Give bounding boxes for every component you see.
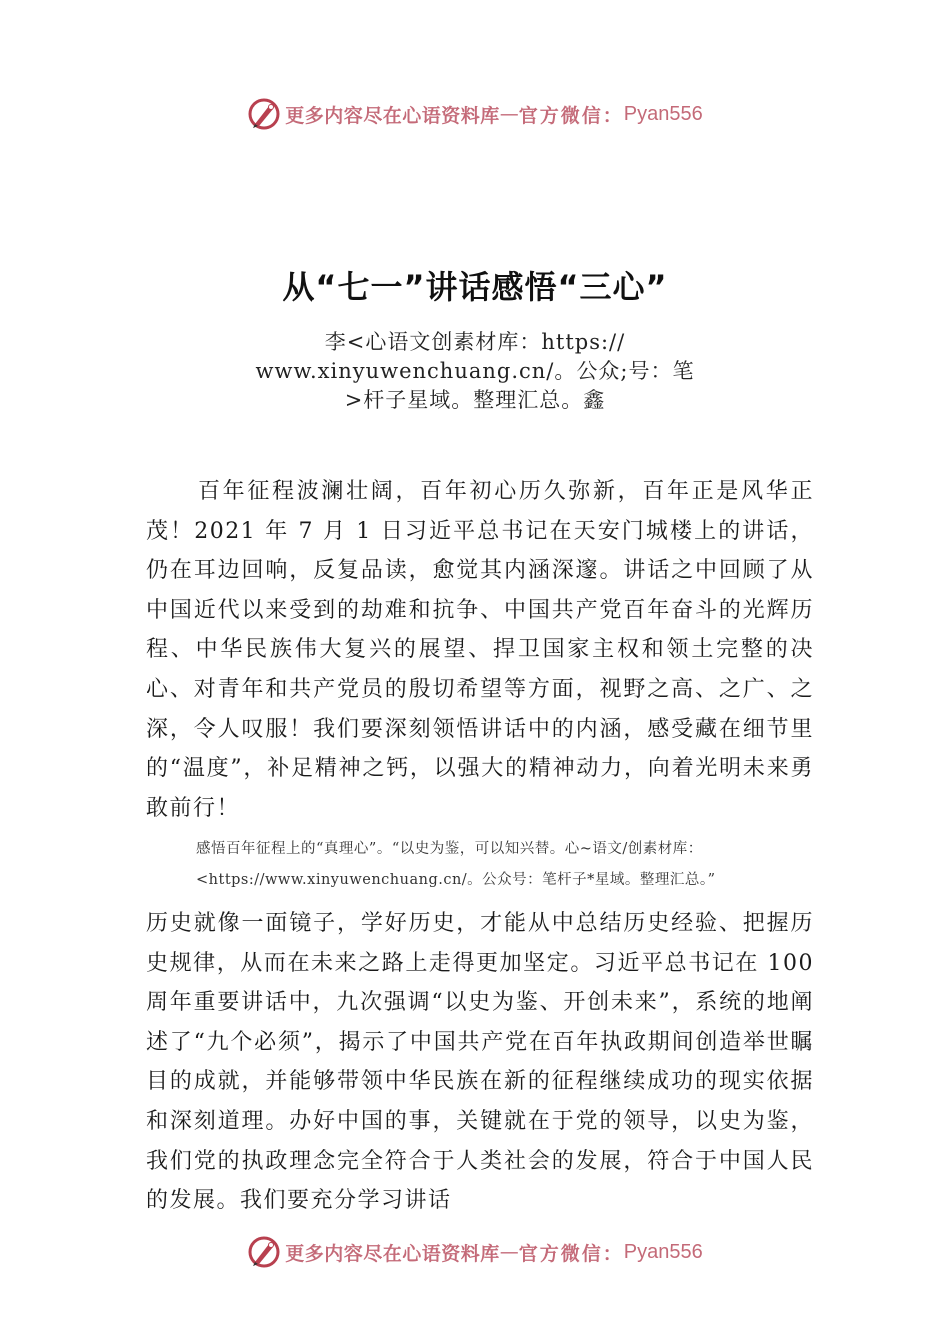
banner-separator: — bbox=[499, 1241, 519, 1263]
banner-wechat-id: Pyan556 bbox=[623, 1240, 703, 1263]
source-block bbox=[200, 328, 750, 415]
banner-wechat-label: 官方微信： bbox=[518, 104, 624, 127]
body-paragraph-2: 历史就像一面镜子，学好历史，才能从中总结历史经验、把握历史规律，从而在未来之路上走得更加坚定。习近平总书记在 100 周年重要讲话中，九次强调“以史为鉴、开创未来”，系统的地阐述了“九个必须”，揭示了中国共产党在百年执政期间创造举世瞩目的成就，并能够带领中华民族在新的征程继续成功的现实依据和深刻道理。办好中国的事，关键就在于党的领导，以史为鉴，我们党的执政理念完全符合于人类社会的发展，符合于中国人民的发展。我们要充分学习讲话 bbox=[146, 911, 814, 1214]
footer-banner bbox=[0, 1232, 950, 1272]
document-title: 从“七一”讲话感悟“三心” bbox=[282, 268, 668, 306]
note-line-1: 感悟百年征程上的“真理心”。“以史为鉴，可以知兴替。心~语文/创素材库： bbox=[196, 841, 703, 857]
banner-wechat-id: Pyan556 bbox=[623, 102, 703, 125]
section-note bbox=[196, 834, 816, 896]
body-paragraph-1: 百年征程波澜壮阔，百年初心历久弥新，百年正是风华正茂！2021 年 7 月 1 日习近平总书记在天安门城楼上的讲话，仍在耳边回响，反复品读，愈觉其内涵深邃。讲话之中回顾了从中国近代以来受到的劫难和抗争、中国共产党百年奋斗的光辉历程、中华民族伟大复兴的展望、捍卫国家主权和领土完整的决心、对青年和共产党员的殷切希望等方面，视野之高、之广、之深，令人叹服！我们要深刻领悟讲话中的内涵，感受藏在细节里的“温度”，补足精神之钙，以强大的精神动力，向着光明未来勇敢前行！ bbox=[146, 479, 814, 821]
header-banner bbox=[0, 94, 950, 134]
banner-text: 更多内容尽在心语资料库 bbox=[285, 104, 500, 127]
source-line-1: 李<心语文创素材库：https:// bbox=[324, 330, 626, 354]
pen-seal-logo-icon bbox=[247, 1235, 281, 1269]
source-line-2: www.xinyuwenchuang.cn/。公众;号：笔 bbox=[255, 359, 695, 383]
banner-wechat-label: 官方微信： bbox=[518, 1242, 624, 1265]
note-line-2: <https://www.xinyuwenchuang.cn/。公众号：笔杆子*星域。整理汇总。” bbox=[196, 872, 716, 888]
banner-text: 更多内容尽在心语资料库 bbox=[285, 1242, 500, 1265]
source-line-3: >杆子星域。整理汇总。鑫 bbox=[344, 388, 606, 412]
banner-separator: — bbox=[499, 103, 519, 125]
pen-seal-logo-icon bbox=[247, 97, 281, 131]
